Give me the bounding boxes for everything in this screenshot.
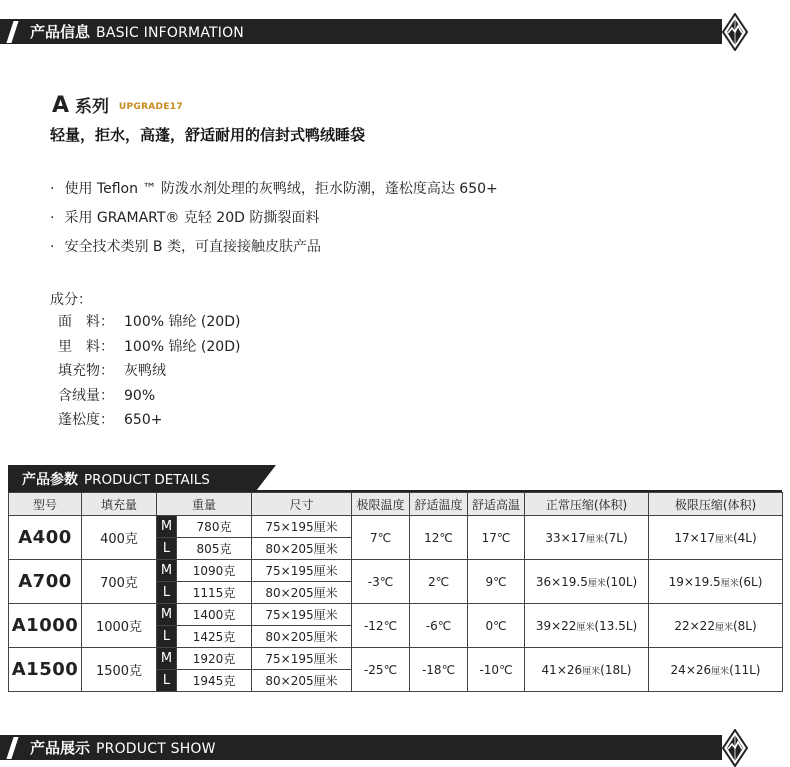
header-comfort-high: 舒适高温 [468,493,525,516]
composition-value: 90% [124,387,156,404]
comfort-high-cell: -10℃ [468,648,525,692]
product-details-tab [8,465,268,491]
feature-text: 安全技术类别 B 类，可直接接触皮肤产品 [64,239,321,255]
upgrade-badge: UPGRADE17 [118,102,183,112]
product-headline: 轻量，拒水，高蓬，舒适耐用的信封式鸭绒睡袋 [50,126,366,144]
limit-temp-cell: -3℃ [352,560,410,604]
comfort-high-cell: 17℃ [468,516,525,560]
header-model: 型号 [9,493,82,516]
limit-temp-cell: -25℃ [352,648,410,692]
compress-volume: (13.5L) [594,618,638,633]
feature-item [50,204,498,233]
comfort-temp-cell: 12℃ [410,516,468,560]
composition-key: 含绒量： [58,387,114,404]
feature-item [50,233,498,262]
compress-volume: (10L) [605,574,638,589]
compress-volume: (4L) [732,530,757,545]
product-details-title [22,469,210,489]
weight-cell: 1425克 [177,626,252,648]
size-l-cell: L [157,626,177,648]
compress-volume: (8L) [732,618,757,633]
table-row [9,560,783,582]
composition-key: 里 料： [58,338,114,355]
extreme-compress-cell [649,560,783,604]
feature-list [50,175,498,262]
section-title-basic-info [30,21,244,42]
mountain-diamond-logo-icon [720,729,750,767]
limit-temp-cell: -12℃ [352,604,410,648]
feature-item [50,175,498,204]
comfort-high-cell: 0℃ [468,604,525,648]
series-title [52,92,183,118]
compress-unit: 厘米 [714,534,733,545]
mountain-diamond-logo-icon [720,13,750,51]
composition-key: 蓬松度： [58,412,114,428]
table-row [9,516,783,538]
size-l-cell: L [157,670,177,692]
size-l-cell: L [157,538,177,560]
details-title-en: PRODUCT DETAILS [84,472,210,488]
normal-compress-cell [525,560,649,604]
compress-volume: (18L) [600,662,632,677]
compress-unit: 厘米 [720,578,739,589]
fill-cell: 700克 [82,560,157,604]
feature-text: 采用 GRAMART® 克轻 20D 防撕裂面料 [64,210,320,226]
compress-dims: 19×19.5 [668,574,721,589]
compress-unit: 厘米 [714,622,733,633]
compress-dims: 41×26 [541,662,583,677]
composition-value: 100% 锦纶 (20D) [124,338,241,355]
compress-unit: 厘米 [582,666,601,677]
weight-cell: 780克 [177,516,252,538]
section-title-product-show [30,737,216,758]
composition-row [58,310,240,335]
weight-cell: 1920克 [177,648,252,670]
compress-dims: 17×17 [674,530,715,545]
size-m-cell: M [157,648,177,670]
composition-value: 灰鸭绒 [124,363,166,379]
composition-list [58,310,240,433]
comfort-high-cell: 9℃ [468,560,525,604]
weight-cell: 1400克 [177,604,252,626]
compress-dims: 39×22 [535,618,577,633]
compress-volume: (7L) [603,530,628,545]
section-title-en: BASIC INFORMATION [96,25,244,41]
header-size: 尺寸 [252,493,352,516]
normal-compress-cell [525,648,649,692]
compress-volume: (11L) [729,662,761,677]
section-bar-basic-info [0,13,790,51]
compress-unit: 厘米 [711,666,730,677]
header-limit-temp: 极限温度 [352,493,410,516]
size-l-cell: L [157,582,177,604]
table-row [9,604,783,626]
dimension-cell: 75×195厘米 [252,516,352,538]
extreme-compress-cell [649,648,783,692]
section-title-en: PRODUCT SHOW [96,741,216,757]
compress-unit: 厘米 [587,578,606,589]
spec-table [8,492,783,692]
weight-cell: 805克 [177,538,252,560]
feature-text: 使用 Teflon ™ 防泼水剂处理的灰鸭绒，拒水防潮，蓬松度高达 650+ [64,181,498,197]
fill-cell: 1000克 [82,604,157,648]
section-bar-product-show [0,729,790,767]
header-comfort-temp: 舒适温度 [410,493,468,516]
fill-cell: 400克 [82,516,157,560]
compress-dims: 22×22 [674,618,715,633]
model-cell: A700 [9,560,82,604]
series-letter: A [52,93,70,118]
dimension-cell: 80×205厘米 [252,626,352,648]
compress-volume: (6L) [738,574,763,589]
composition-row [58,335,240,360]
compress-dims: 36×19.5 [535,574,588,589]
header-weight: 重量 [157,493,252,516]
compress-dims: 24×26 [670,662,712,677]
model-cell: A400 [9,516,82,560]
details-title-cn: 产品参数 [22,472,78,488]
composition-value: 100% 锦纶 (20D) [124,314,241,330]
composition-value: 650+ [124,412,163,428]
dimension-cell: 80×205厘米 [252,670,352,692]
spec-header-row [9,493,783,516]
dimension-cell: 80×205厘米 [252,582,352,604]
composition-key: 填充物： [58,363,114,379]
bullet-dot: · [50,181,55,197]
size-m-cell: M [157,516,177,538]
weight-cell: 1115克 [177,582,252,604]
extreme-compress-cell [649,604,783,648]
size-m-cell: M [157,560,177,582]
tab-corner [256,465,276,491]
composition-row [58,359,240,384]
composition-row [58,384,240,409]
extreme-compress-cell [649,516,783,560]
dimension-cell: 75×195厘米 [252,648,352,670]
header-extreme-compress: 极限压缩(体积) [649,493,783,516]
composition-title: 成分： [50,292,92,308]
series-text: 系列 [74,97,109,117]
comfort-temp-cell: 2℃ [410,560,468,604]
bullet-dot: · [50,239,55,255]
comfort-temp-cell: -6℃ [410,604,468,648]
dimension-cell: 80×205厘米 [252,538,352,560]
fill-cell: 1500克 [82,648,157,692]
size-m-cell: M [157,604,177,626]
limit-temp-cell: 7℃ [352,516,410,560]
table-row [9,648,783,670]
model-cell: A1000 [9,604,82,648]
normal-compress-cell [525,604,649,648]
bullet-dot: · [50,210,55,226]
comfort-temp-cell: -18℃ [410,648,468,692]
header-normal-compress: 正常压缩(体积) [525,493,649,516]
normal-compress-cell [525,516,649,560]
composition-row [58,408,240,433]
compress-unit: 厘米 [585,534,604,545]
model-cell: A1500 [9,648,82,692]
composition-key: 面 料： [58,314,114,330]
weight-cell: 1945克 [177,670,252,692]
dimension-cell: 75×195厘米 [252,560,352,582]
dimension-cell: 75×195厘米 [252,604,352,626]
weight-cell: 1090克 [177,560,252,582]
header-fill: 填充量 [82,493,157,516]
section-title-cn: 产品展示 [30,739,91,757]
compress-unit: 厘米 [576,622,595,633]
compress-dims: 33×17 [545,530,586,545]
section-title-cn: 产品信息 [30,23,91,41]
